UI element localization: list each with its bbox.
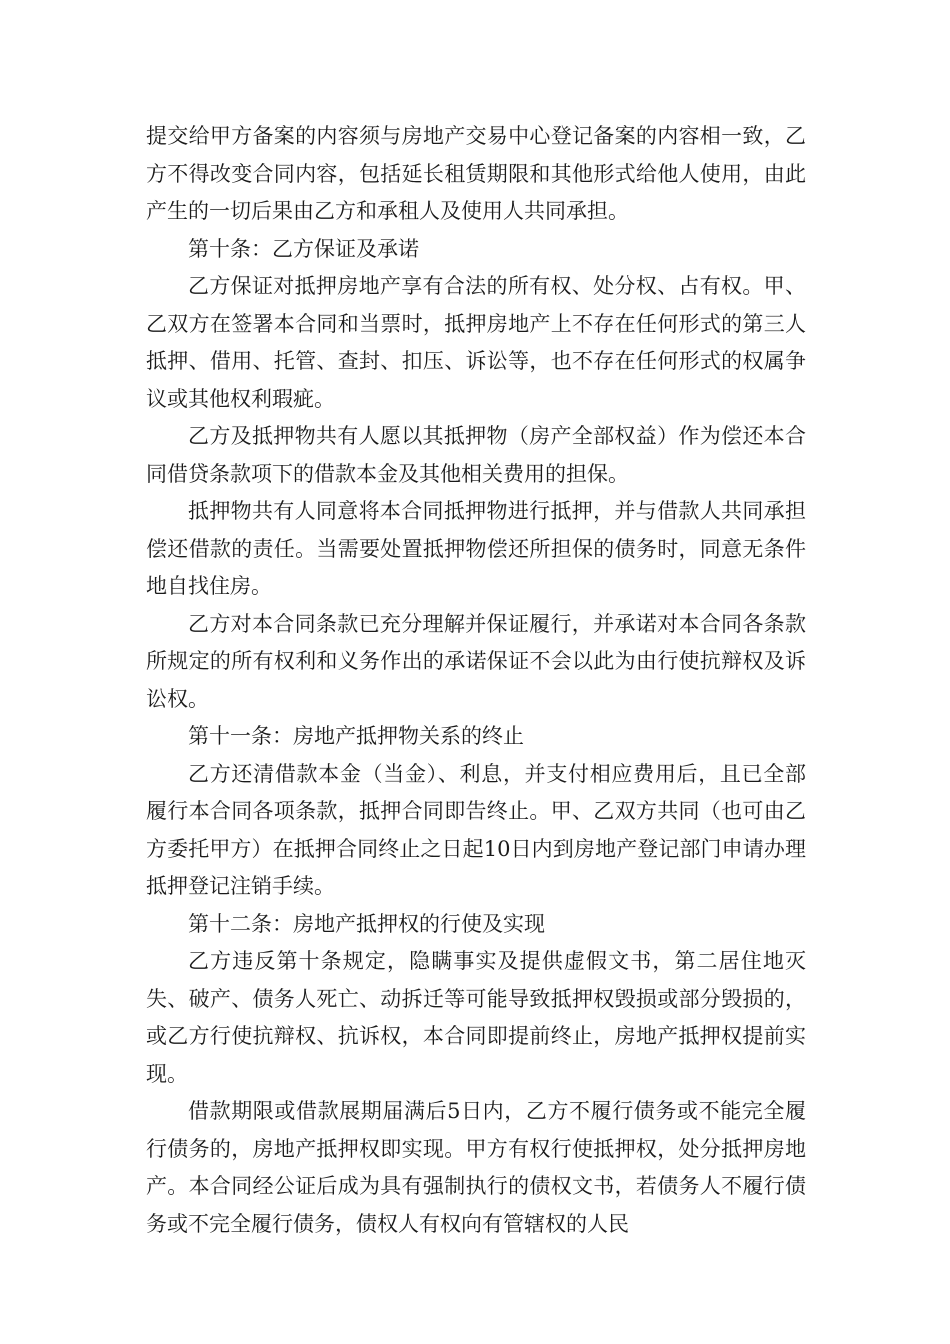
document-body [146,118,806,1243]
paragraph-continuation: 提交给甲方备案的内容须与房地产交易中心登记备案的内容相一致，乙方不得改变合同内容，包括延长租赁期限和其他形式给他人使用，由此产生的一切后果由乙方和承租人及使用人共同承担。 [146,124,806,223]
paragraph: 乙方还清借款本金（当金）、利息，并支付相应费用后，且已全部履行本合同各项条款，抵押合同即告终止。甲、乙双方共同（也可由乙方委托甲方）在抵押合同终止之日起10日内到房地产登记部门申请办理抵押登记注销手续。 [146,761,806,898]
paragraph: 乙方对本合同条款已充分理解并保证履行，并承诺对本合同各条款所规定的所有权利和义务作出的承诺保证不会以此为由行使抗辩权及诉讼权。 [146,611,806,711]
article-12-heading: 第十二条：房地产抵押权的行使及实现 [188,911,545,936]
paragraph: 乙方保证对抵押房地产享有合法的所有权、处分权、占有权。甲、乙双方在签署本合同和当票时，抵押房地产上不存在任何形式的第三人抵押、借用、托管、查封、扣压、诉讼等，也不存在任何形式的权属争议或其他权利瑕疵。 [146,274,806,411]
paragraph: 借款期限或借款展期届满后5日内，乙方不履行债务或不能完全履行债务的，房地产抵押权即实现。甲方有权行使抵押权，处分抵押房地产。本合同经公证后成为具有强制执行的债权文书，若债务人不履行债务或不完全履行债务，债权人有权向有管辖权的人民 [146,1099,806,1236]
paragraph: 乙方违反第十条规定，隐瞒事实及提供虚假文书，第二居住地灭失、破产、债务人死亡、动拆迁等可能导致抵押权毁损或部分毁损的，或乙方行使抗辩权、抗诉权，本合同即提前终止，房地产抵押权提前实现。 [146,949,806,1086]
article-11-heading: 第十一条：房地产抵押物关系的终止 [188,724,524,748]
article-10-heading: 第十条：乙方保证及承诺 [188,236,419,261]
paragraph: 抵押物共有人同意将本合同抵押物进行抵押，并与借款人共同承担偿还借款的责任。当需要处置抵押物偿还所担保的债务时，同意无条件地自找住房。 [146,499,806,598]
paragraph: 乙方及抵押物共有人愿以其抵押物（房产全部权益）作为偿还本合同借贷条款项下的借款本金及其他相关费用的担保。 [146,424,806,486]
